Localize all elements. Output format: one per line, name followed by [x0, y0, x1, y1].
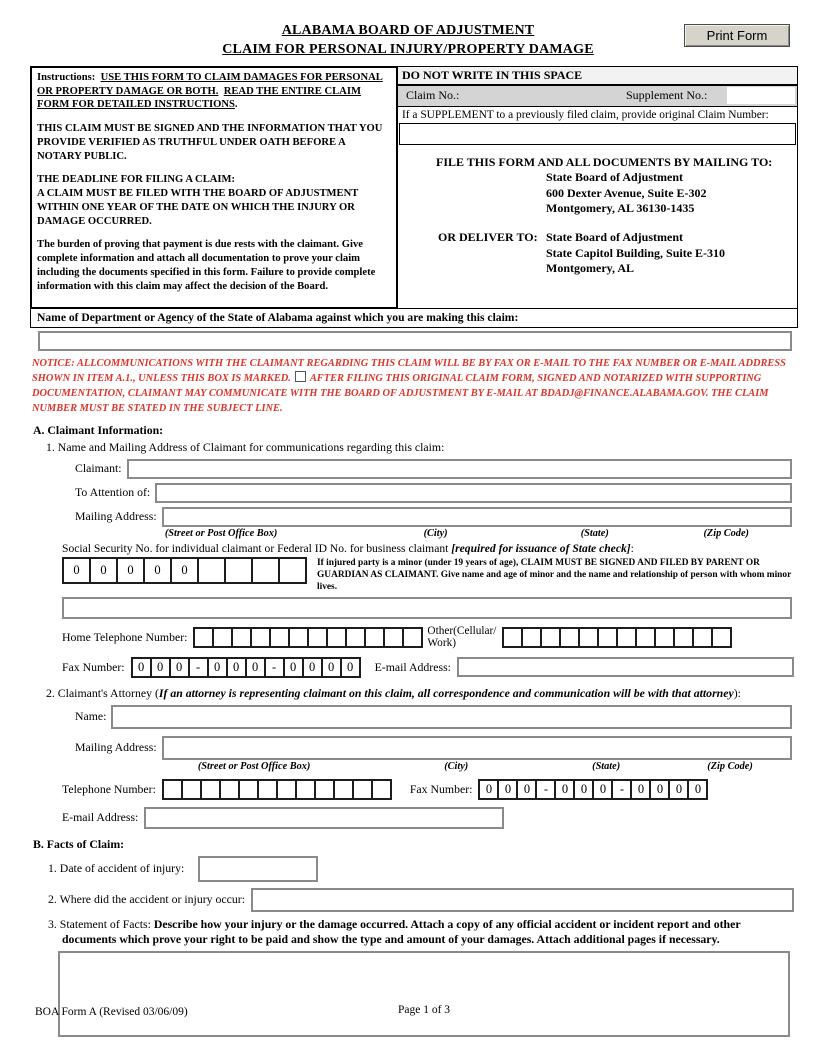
form-title-line2: CLAIM FOR PERSONAL INJURY/PROPERTY DAMAGE — [222, 41, 594, 57]
notice-text-before: NOTICE: ALLCOMMUNICATIONS WITH THE CLAIMANT REGARDING THIS CLAIM WILL BE BY FAX OR E-MAIL TO THE FAX NUMBER OR E-MAIL ADDRESS SHOWN IN ITEM A.1., UNLESS THIS BOX IS MARKED. — [32, 357, 786, 385]
ssn-digit-box[interactable] — [197, 557, 226, 584]
home-phone-digit-box[interactable] — [212, 627, 233, 648]
accident-location-label: 2. Where did the accident or injury occur: — [48, 892, 245, 906]
instructions-period: . — [234, 99, 238, 111]
other-phone-digit-box[interactable] — [692, 627, 713, 648]
statement-of-facts-field[interactable] — [58, 951, 790, 1037]
deliver-address-line3: Montgomery, AL — [546, 260, 634, 275]
state-col-label: (State) — [592, 760, 621, 772]
attorney-name-label: Name: — [75, 709, 107, 723]
deliver-row — [398, 230, 793, 276]
ssn-digit-box[interactable] — [278, 557, 307, 584]
other-phone-digit-box[interactable] — [578, 627, 599, 648]
other-phone-digit-box[interactable] — [502, 627, 523, 648]
form-revision-label: BOA Form A (Revised 03/06/09) — [35, 1006, 188, 1018]
attorney-email-label: E-mail Address: — [62, 810, 139, 824]
other-phone-digit-box[interactable] — [559, 627, 580, 648]
attention-label: To Attention of: — [75, 485, 151, 500]
home-phone-digit-box[interactable] — [345, 627, 366, 648]
attorney-label-italic: If an attorney is representing claimant on this claim, all correspondence and communication will be with that attorney — [158, 685, 734, 700]
supplement-no-label: Supplement No.: — [626, 88, 708, 103]
attorney-fax-dash-box[interactable]: - — [611, 779, 632, 800]
home-phone-digit-box[interactable] — [193, 627, 214, 648]
attorney-email-field[interactable] — [144, 807, 504, 829]
fax-digit-box[interactable]: 0 — [169, 657, 190, 678]
ssn-digit-box[interactable]: 0 — [143, 557, 172, 584]
claimant-field[interactable] — [127, 459, 792, 479]
accident-location-field[interactable] — [251, 888, 794, 912]
fax-digit-box[interactable]: 0 — [321, 657, 342, 678]
mail-address-line2: 600 Dexter Avenue, Suite E-302 — [546, 185, 707, 200]
instructions-label: Instructions: — [37, 71, 96, 83]
street-col-label: (Street or Post Office Box) — [164, 527, 278, 539]
attorney-phone-digit-box[interactable] — [162, 779, 183, 800]
claimant-email-field[interactable] — [457, 657, 794, 677]
attorney-phone-digit-box[interactable] — [238, 779, 259, 800]
attention-field[interactable] — [155, 483, 792, 503]
attorney-phone-digit-box[interactable] — [219, 779, 240, 800]
home-phone-row — [62, 626, 794, 650]
ssn-label-colon: : — [630, 541, 634, 555]
ssn-digit-box[interactable] — [251, 557, 280, 584]
ssn-digit-box[interactable]: 0 — [62, 557, 91, 584]
claimant-mailing-field[interactable] — [162, 507, 792, 527]
form-title-line1: ALABAMA BOARD OF ADJUSTMENT — [281, 23, 535, 38]
fax-digit-box[interactable]: 0 — [131, 657, 152, 678]
attorney-fax-digit-box[interactable]: 0 — [649, 779, 670, 800]
fax-digit-box[interactable]: 0 — [340, 657, 361, 678]
notice-text-after: AFTER FILING THIS ORIGINAL CLAIM FORM, SIGNED AND NOTARIZED WITH SUPPORTING DOCUMENTATION, CLAIMANT MAY COMMUNICATE WITH THE BOARD OF ADJUSTMENT BY E-MAIL AT BDADJ@FINANCE.ALABAMA.GOV. THE CLAIM NUMBER MUST BE STATED IN THE SUBJECT LINE. — [32, 373, 769, 414]
home-phone-digit-box[interactable] — [231, 627, 252, 648]
home-phone-label: Home Telephone Number: — [62, 630, 188, 645]
attorney-phone-digit-box[interactable] — [257, 779, 278, 800]
ssn-label — [62, 542, 792, 555]
attorney-fax-digit-box[interactable]: 0 — [516, 779, 537, 800]
section-a-item2 — [46, 686, 816, 701]
ssn-label-text: Social Security No. for individual claimant or Federal ID No. for business claimant — [62, 541, 452, 555]
attorney-name-row — [75, 705, 792, 729]
statement-instructions: Describe how your injury or the damage occurred. Attach a copy of any official accident or incident report and other documents which prove your right to be paid and show the type and amount of your damages. Attach additional pages if necessary. — [62, 916, 741, 946]
attorney-fax-digit-box[interactable]: 0 — [630, 779, 651, 800]
claim-number-row — [398, 86, 797, 107]
attorney-phone-digit-box[interactable] — [295, 779, 316, 800]
ssn-boxes — [62, 557, 307, 584]
ssn-row — [62, 557, 794, 594]
fax-dash-box[interactable]: - — [188, 657, 209, 678]
attorney-phone-digit-box[interactable] — [276, 779, 297, 800]
section-a-item1: 1. Name and Mailing Address of Claimant for communications regarding this claim: — [46, 439, 445, 454]
state-col-label: (State) — [580, 527, 609, 539]
attorney-email-row — [62, 807, 794, 829]
deadline-body: A CLAIM MUST BE FILED WITH THE BOARD OF ADJUSTMENT WITHIN ONE YEAR OF THE DATE ON WHICH THE INJURY OR DAMAGE OCCURRED. — [37, 188, 359, 227]
other-phone-label-line1: Other(Cellular/ — [427, 624, 497, 637]
other-phone-digit-box[interactable] — [616, 627, 637, 648]
other-phone-digit-box[interactable] — [673, 627, 694, 648]
attorney-label-prefix: 2. Claimant's Attorney ( — [46, 685, 159, 700]
department-label: Name of Department or Agency of the State of Alabama against which you are making this claim: — [30, 309, 798, 328]
deliver-address-line1: State Board of Adjustment — [546, 230, 683, 245]
minor-note: If injured party is a minor (under 19 years of age), CLAIM MUST BE SIGNED AND FILED BY PARENT OR GUARDIAN AS CLAIMANT. Give name and age of minor and the name and relationship of person with whom minor lives. — [317, 557, 792, 593]
attorney-fax-digit-box[interactable]: 0 — [592, 779, 613, 800]
attorney-phone-digit-box[interactable] — [314, 779, 335, 800]
instructions-paragraph-1 — [37, 71, 390, 112]
section-a-heading: A. Claimant Information: — [33, 422, 164, 437]
instructions-box — [30, 66, 398, 309]
fax-digit-box[interactable]: 0 — [302, 657, 323, 678]
deliver-address — [546, 230, 793, 276]
ssn-digit-box[interactable]: 0 — [116, 557, 145, 584]
fax-digit-box[interactable]: 0 — [283, 657, 304, 678]
ssn-digit-box[interactable]: 0 — [89, 557, 118, 584]
zip-col-label: (Zip Code) — [703, 527, 749, 539]
street-col-label: (Street or Post Office Box) — [197, 760, 311, 772]
page-number-label: Page 1 of 3 — [398, 1004, 451, 1016]
minor-info-field[interactable] — [62, 597, 792, 619]
communications-notice — [32, 357, 792, 417]
instructions-paragraph-4: The burden of proving that payment is due rests with the claimant. Give complete information and attach all documentation to prove your claim including the documents specified in this form. Failure to provide complete information with this claim may affect the decision of the Board. — [37, 239, 376, 292]
claimant-address-column-labels — [100, 528, 792, 539]
attorney-mailing-row — [75, 736, 792, 760]
ssn-label-emphasis: [required for issuance of State check] — [451, 541, 631, 555]
claimant-row — [75, 459, 792, 479]
city-col-label: (City) — [423, 527, 448, 539]
attorney-fax-digit-box[interactable]: 0 — [687, 779, 708, 800]
other-phone-digit-box[interactable] — [597, 627, 618, 648]
claim-no-label: Claim No.: — [406, 88, 460, 103]
mail-address-line3: Montgomery, AL 36130-1435 — [546, 200, 695, 215]
fax-digit-box[interactable]: 0 — [245, 657, 266, 678]
other-phone-digit-box[interactable] — [654, 627, 675, 648]
instructions-paragraph-3 — [37, 173, 390, 228]
accident-date-label: 1. Date of accident of injury: — [48, 861, 185, 875]
attorney-mailing-field[interactable] — [162, 736, 792, 760]
fax-digit-box[interactable]: 0 — [207, 657, 228, 678]
home-phone-digit-box[interactable] — [402, 627, 423, 648]
attorney-phone-boxes — [162, 779, 392, 800]
other-phone-boxes — [502, 627, 732, 648]
attorney-fax-label: Fax Number: — [409, 781, 473, 796]
ssn-digit-box[interactable]: 0 — [170, 557, 199, 584]
claimant-mailing-label: Mailing Address: — [75, 509, 157, 524]
claimant-email-label: E-mail Address: — [374, 659, 451, 674]
attorney-fax-digit-box[interactable]: 0 — [478, 779, 499, 800]
instructions-underlined-2: READ THE ENTIRE CLAIM FORM FOR DETAILED INSTRUCTIONS — [37, 85, 361, 111]
accident-location-row — [48, 888, 794, 912]
attorney-fax-boxes — [478, 779, 708, 800]
deadline-heading: THE DEADLINE FOR FILING A CLAIM: — [37, 174, 236, 186]
claimant-label: Claimant: — [75, 461, 122, 476]
other-phone-label-line2: Work) — [427, 636, 457, 649]
section-b-heading: B. Facts of Claim: — [33, 836, 125, 851]
attorney-label-suffix: ): — [733, 685, 741, 700]
attorney-fax-dash-box[interactable]: - — [535, 779, 556, 800]
home-phone-digit-box[interactable] — [326, 627, 347, 648]
do-not-write-header: DO NOT WRITE IN THIS SPACE — [398, 67, 797, 86]
home-phone-digit-box[interactable] — [307, 627, 328, 648]
zip-col-label: (Zip Code) — [707, 760, 753, 772]
accident-date-row — [48, 856, 794, 882]
other-phone-digit-box[interactable] — [635, 627, 656, 648]
attorney-phone-digit-box[interactable] — [371, 779, 392, 800]
top-section — [30, 66, 798, 309]
home-phone-boxes — [193, 627, 423, 648]
attorney-phone-label: Telephone Number: — [62, 781, 156, 796]
home-phone-digit-box[interactable] — [383, 627, 404, 648]
attorney-phone-row — [62, 779, 794, 800]
attorney-fax-digit-box[interactable]: 0 — [497, 779, 518, 800]
supplement-note: If a SUPPLEMENT to a previously filed claim, provide original Claim Number: — [402, 108, 769, 121]
office-use-box — [398, 66, 798, 309]
mail-address-line1: State Board of Adjustment — [546, 170, 683, 185]
other-phone-digit-box[interactable] — [711, 627, 732, 648]
mailing-instructions — [398, 147, 797, 277]
home-phone-digit-box[interactable] — [269, 627, 290, 648]
department-field[interactable] — [38, 331, 792, 351]
accident-date-field[interactable] — [198, 856, 318, 882]
deliver-address-line2: State Capitol Building, Suite E-310 — [546, 245, 726, 260]
deliver-to-label: OR DELIVER TO: — [438, 230, 538, 245]
claimant-mailing-row — [75, 507, 792, 527]
home-phone-digit-box[interactable] — [288, 627, 309, 648]
print-form-button[interactable]: Print Form — [684, 24, 790, 47]
statement-of-facts-label — [48, 917, 792, 948]
notice-checkbox[interactable] — [295, 371, 306, 382]
ssn-digit-box[interactable] — [224, 557, 253, 584]
attorney-fax-digit-box[interactable]: 0 — [554, 779, 575, 800]
instructions-paragraph-2: THIS CLAIM MUST BE SIGNED AND THE INFORMATION THAT YOU PROVIDE VERIFIED AS TRUTHFUL UNDER OATH BEFORE A NOTARY PUBLIC. — [37, 123, 383, 162]
instructions-underlined-1: USE THIS FORM TO CLAIM DAMAGES FOR PERSONAL OR PROPERTY DAMAGE OR BOTH. — [37, 71, 383, 97]
file-by-mail-label: FILE THIS FORM AND ALL DOCUMENTS BY MAILING TO: — [436, 154, 773, 169]
fax-digit-box[interactable]: 0 — [226, 657, 247, 678]
original-claim-number-field[interactable] — [399, 123, 796, 145]
attorney-name-field[interactable] — [111, 705, 792, 729]
attorney-mailing-label: Mailing Address: — [75, 740, 157, 754]
claimant-fax-boxes — [131, 657, 361, 678]
fax-digit-box[interactable]: 0 — [150, 657, 171, 678]
claimant-fax-row — [62, 657, 794, 678]
other-phone-label — [423, 626, 502, 650]
other-phone-digit-box[interactable] — [521, 627, 542, 648]
fax-dash-box[interactable]: - — [264, 657, 285, 678]
supplement-no-field[interactable] — [727, 87, 795, 104]
city-col-label: (City) — [444, 760, 469, 772]
attorney-fax-digit-box[interactable]: 0 — [573, 779, 594, 800]
attorney-phone-digit-box[interactable] — [181, 779, 202, 800]
attorney-phone-digit-box[interactable] — [200, 779, 221, 800]
attorney-address-column-labels — [140, 761, 792, 772]
attention-row — [75, 483, 792, 503]
attorney-fax-digit-box[interactable]: 0 — [668, 779, 689, 800]
other-phone-digit-box[interactable] — [540, 627, 561, 648]
claimant-fax-label: Fax Number: — [62, 659, 125, 674]
statement-prefix: 3. Statement of Facts: — [48, 916, 154, 931]
home-phone-digit-box[interactable] — [364, 627, 385, 648]
attorney-phone-digit-box[interactable] — [352, 779, 373, 800]
attorney-phone-digit-box[interactable] — [333, 779, 354, 800]
home-phone-digit-box[interactable] — [250, 627, 271, 648]
